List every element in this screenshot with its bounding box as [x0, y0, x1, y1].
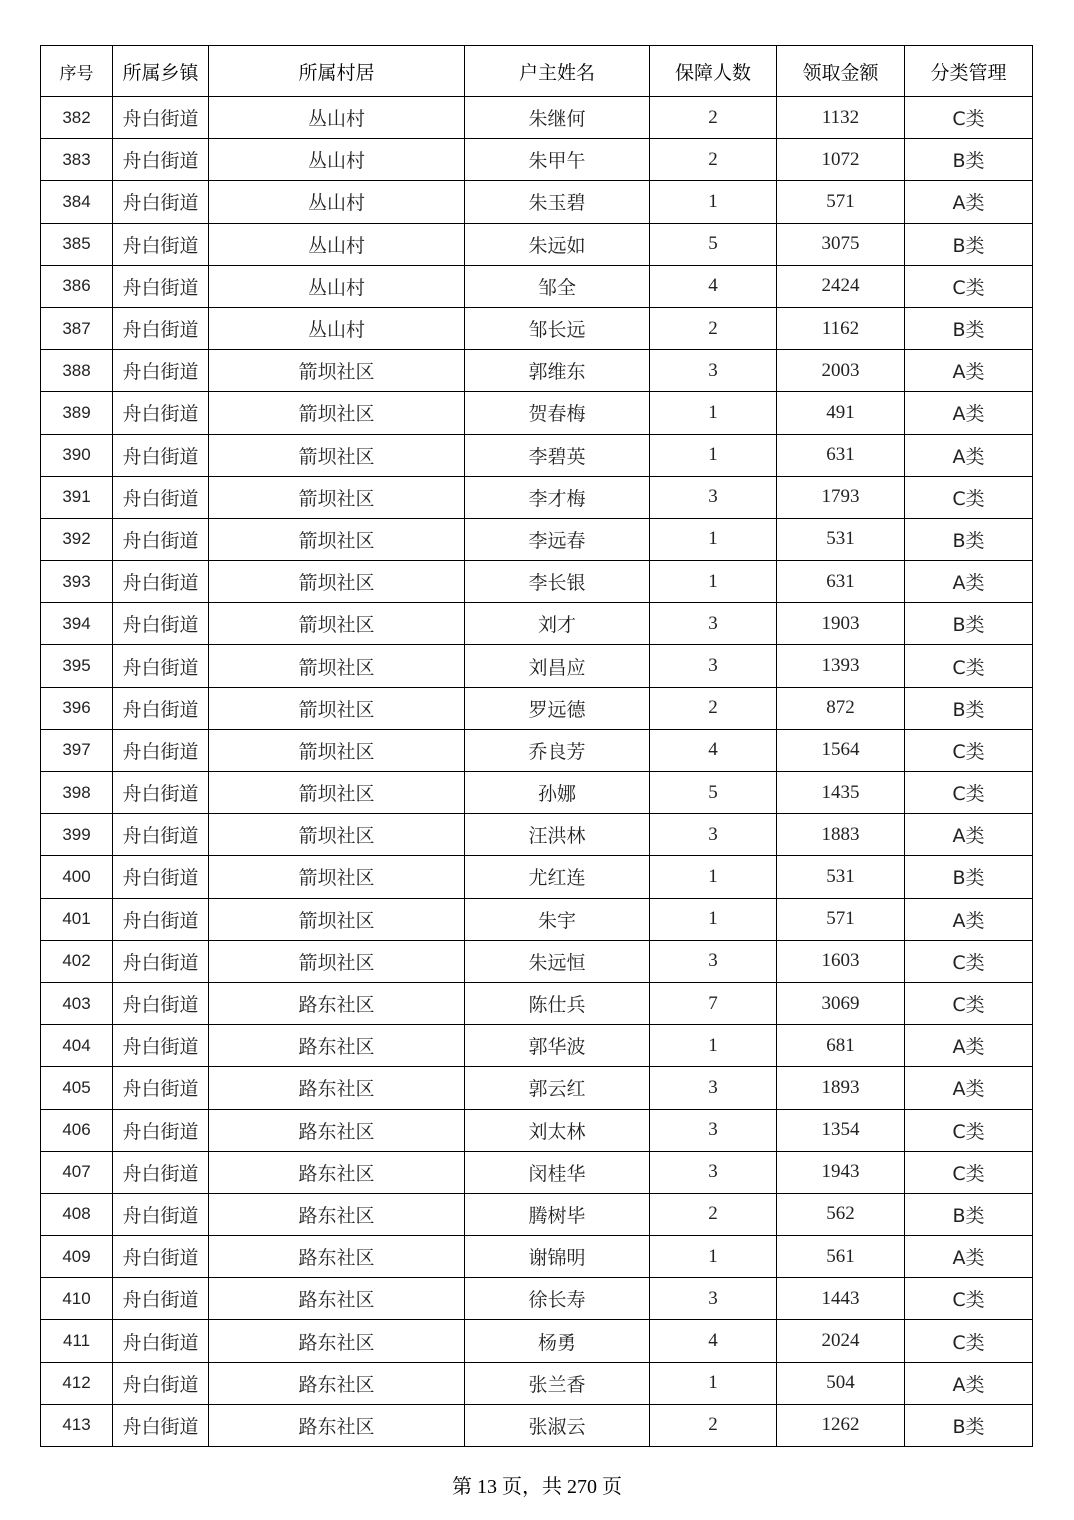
table-row	[41, 223, 1033, 265]
town-cell: 舟白街道	[113, 603, 209, 645]
covered-count-cell: 3	[650, 1151, 777, 1193]
householder-cell: 陈仕兵	[465, 982, 650, 1024]
covered-count-cell: 2	[650, 1193, 777, 1235]
amount-cell: 562	[777, 1193, 905, 1235]
seq-cell: 386	[41, 265, 113, 307]
covered-count-cell: 1	[650, 561, 777, 603]
table-row	[41, 1320, 1033, 1362]
table-row	[41, 476, 1033, 518]
table-row	[41, 603, 1033, 645]
village-cell: 箭坝社区	[209, 603, 465, 645]
amount-cell: 872	[777, 687, 905, 729]
amount-cell: 1603	[777, 940, 905, 982]
covered-count-cell: 3	[650, 350, 777, 392]
covered-count-cell: 7	[650, 982, 777, 1024]
seq-cell: 393	[41, 561, 113, 603]
covered-count-cell: 4	[650, 729, 777, 771]
householder-cell: 刘昌应	[465, 645, 650, 687]
village-cell: 路东社区	[209, 1404, 465, 1446]
roster-table	[40, 45, 1033, 1447]
category-cell: B类	[905, 223, 1033, 265]
householder-cell: 罗远德	[465, 687, 650, 729]
seq-cell: 382	[41, 97, 113, 139]
category-cell: A类	[905, 1236, 1033, 1278]
seq-cell: 387	[41, 307, 113, 349]
amount-cell: 2024	[777, 1320, 905, 1362]
town-cell: 舟白街道	[113, 1193, 209, 1235]
village-cell: 路东社区	[209, 1025, 465, 1067]
category-cell: A类	[905, 898, 1033, 940]
town-cell: 舟白街道	[113, 772, 209, 814]
town-cell: 舟白街道	[113, 518, 209, 560]
seq-cell: 402	[41, 940, 113, 982]
covered-count-cell: 2	[650, 139, 777, 181]
householder-cell: 贺春梅	[465, 392, 650, 434]
town-cell: 舟白街道	[113, 1362, 209, 1404]
village-cell: 箭坝社区	[209, 645, 465, 687]
category-cell: A类	[905, 181, 1033, 223]
table-row	[41, 772, 1033, 814]
householder-cell: 刘才	[465, 603, 650, 645]
table-row	[41, 1193, 1033, 1235]
covered-count-cell: 3	[650, 645, 777, 687]
table-row	[41, 518, 1033, 560]
table-row	[41, 1278, 1033, 1320]
table-header-row	[41, 46, 1033, 97]
header-town: 所属乡镇	[113, 46, 209, 97]
village-cell: 丛山村	[209, 97, 465, 139]
village-cell: 路东社区	[209, 1278, 465, 1320]
table-row	[41, 729, 1033, 771]
covered-count-cell: 4	[650, 265, 777, 307]
seq-cell: 395	[41, 645, 113, 687]
category-cell: C类	[905, 1320, 1033, 1362]
amount-cell: 571	[777, 898, 905, 940]
category-cell: B类	[905, 307, 1033, 349]
town-cell: 舟白街道	[113, 434, 209, 476]
seq-cell: 396	[41, 687, 113, 729]
town-cell: 舟白街道	[113, 645, 209, 687]
householder-cell: 郭华波	[465, 1025, 650, 1067]
seq-cell: 405	[41, 1067, 113, 1109]
amount-cell: 504	[777, 1362, 905, 1404]
table-row	[41, 265, 1033, 307]
householder-cell: 张淑云	[465, 1404, 650, 1446]
seq-cell: 400	[41, 856, 113, 898]
category-cell: A类	[905, 1067, 1033, 1109]
town-cell: 舟白街道	[113, 1151, 209, 1193]
seq-cell: 388	[41, 350, 113, 392]
village-cell: 箭坝社区	[209, 898, 465, 940]
seq-cell: 406	[41, 1109, 113, 1151]
category-cell: B类	[905, 1404, 1033, 1446]
village-cell: 路东社区	[209, 1236, 465, 1278]
householder-cell: 腾树毕	[465, 1193, 650, 1235]
amount-cell: 631	[777, 434, 905, 476]
header-householder: 户主姓名	[465, 46, 650, 97]
householder-cell: 刘太林	[465, 1109, 650, 1151]
table-row	[41, 139, 1033, 181]
village-cell: 箭坝社区	[209, 772, 465, 814]
town-cell: 舟白街道	[113, 687, 209, 729]
covered-count-cell: 2	[650, 1404, 777, 1446]
householder-cell: 李远春	[465, 518, 650, 560]
householder-cell: 谢锦明	[465, 1236, 650, 1278]
covered-count-cell: 3	[650, 1067, 777, 1109]
village-cell: 箭坝社区	[209, 434, 465, 476]
category-cell: B类	[905, 603, 1033, 645]
town-cell: 舟白街道	[113, 307, 209, 349]
category-cell: A类	[905, 1362, 1033, 1404]
town-cell: 舟白街道	[113, 476, 209, 518]
town-cell: 舟白街道	[113, 1278, 209, 1320]
town-cell: 舟白街道	[113, 898, 209, 940]
householder-cell: 尤红连	[465, 856, 650, 898]
amount-cell: 491	[777, 392, 905, 434]
header-category: 分类管理	[905, 46, 1033, 97]
householder-cell: 邹长远	[465, 307, 650, 349]
seq-cell: 407	[41, 1151, 113, 1193]
table-row	[41, 392, 1033, 434]
covered-count-cell: 1	[650, 181, 777, 223]
amount-cell: 1132	[777, 97, 905, 139]
seq-cell: 384	[41, 181, 113, 223]
amount-cell: 1883	[777, 814, 905, 856]
village-cell: 路东社区	[209, 1362, 465, 1404]
table-row	[41, 181, 1033, 223]
amount-cell: 2424	[777, 265, 905, 307]
village-cell: 路东社区	[209, 1067, 465, 1109]
householder-cell: 朱远如	[465, 223, 650, 265]
seq-cell: 392	[41, 518, 113, 560]
amount-cell: 531	[777, 518, 905, 560]
village-cell: 箭坝社区	[209, 940, 465, 982]
village-cell: 路东社区	[209, 1193, 465, 1235]
table-row	[41, 645, 1033, 687]
table-row	[41, 307, 1033, 349]
village-cell: 路东社区	[209, 1320, 465, 1362]
covered-count-cell: 1	[650, 1236, 777, 1278]
category-cell: B类	[905, 856, 1033, 898]
category-cell: C类	[905, 97, 1033, 139]
village-cell: 箭坝社区	[209, 561, 465, 603]
householder-cell: 李碧英	[465, 434, 650, 476]
header-village: 所属村居	[209, 46, 465, 97]
amount-cell: 1943	[777, 1151, 905, 1193]
amount-cell: 561	[777, 1236, 905, 1278]
category-cell: C类	[905, 982, 1033, 1024]
householder-cell: 朱远恒	[465, 940, 650, 982]
amount-cell: 1564	[777, 729, 905, 771]
amount-cell: 3069	[777, 982, 905, 1024]
covered-count-cell: 1	[650, 434, 777, 476]
householder-cell: 李才梅	[465, 476, 650, 518]
table-row	[41, 1025, 1033, 1067]
seq-cell: 403	[41, 982, 113, 1024]
seq-cell: 413	[41, 1404, 113, 1446]
householder-cell: 乔良芳	[465, 729, 650, 771]
seq-cell: 412	[41, 1362, 113, 1404]
village-cell: 箭坝社区	[209, 392, 465, 434]
seq-cell: 399	[41, 814, 113, 856]
town-cell: 舟白街道	[113, 350, 209, 392]
table-row	[41, 350, 1033, 392]
covered-count-cell: 3	[650, 814, 777, 856]
covered-count-cell: 3	[650, 1109, 777, 1151]
covered-count-cell: 3	[650, 940, 777, 982]
table-row	[41, 1236, 1033, 1278]
town-cell: 舟白街道	[113, 139, 209, 181]
village-cell: 箭坝社区	[209, 856, 465, 898]
table-row	[41, 561, 1033, 603]
village-cell: 箭坝社区	[209, 476, 465, 518]
table-row	[41, 1362, 1033, 1404]
table-body	[41, 97, 1033, 1447]
amount-cell: 1903	[777, 603, 905, 645]
covered-count-cell: 2	[650, 97, 777, 139]
seq-cell: 408	[41, 1193, 113, 1235]
amount-cell: 1393	[777, 645, 905, 687]
seq-cell: 411	[41, 1320, 113, 1362]
header-seq: 序号	[41, 46, 113, 97]
town-cell: 舟白街道	[113, 729, 209, 771]
covered-count-cell: 3	[650, 603, 777, 645]
category-cell: C类	[905, 476, 1033, 518]
village-cell: 路东社区	[209, 1151, 465, 1193]
village-cell: 丛山村	[209, 307, 465, 349]
householder-cell: 朱继何	[465, 97, 650, 139]
amount-cell: 531	[777, 856, 905, 898]
householder-cell: 郭维东	[465, 350, 650, 392]
town-cell: 舟白街道	[113, 1025, 209, 1067]
town-cell: 舟白街道	[113, 814, 209, 856]
category-cell: C类	[905, 645, 1033, 687]
header-amount: 领取金额	[777, 46, 905, 97]
covered-count-cell: 1	[650, 518, 777, 560]
town-cell: 舟白街道	[113, 1067, 209, 1109]
seq-cell: 385	[41, 223, 113, 265]
village-cell: 丛山村	[209, 223, 465, 265]
covered-count-cell: 2	[650, 687, 777, 729]
householder-cell: 朱甲午	[465, 139, 650, 181]
amount-cell: 1435	[777, 772, 905, 814]
householder-cell: 徐长寿	[465, 1278, 650, 1320]
village-cell: 丛山村	[209, 139, 465, 181]
table-row	[41, 1067, 1033, 1109]
village-cell: 箭坝社区	[209, 814, 465, 856]
seq-cell: 409	[41, 1236, 113, 1278]
householder-cell: 闵桂华	[465, 1151, 650, 1193]
amount-cell: 1893	[777, 1067, 905, 1109]
table-row	[41, 1151, 1033, 1193]
seq-cell: 391	[41, 476, 113, 518]
category-cell: B类	[905, 687, 1033, 729]
category-cell: B类	[905, 518, 1033, 560]
covered-count-cell: 5	[650, 223, 777, 265]
village-cell: 箭坝社区	[209, 687, 465, 729]
town-cell: 舟白街道	[113, 223, 209, 265]
amount-cell: 1443	[777, 1278, 905, 1320]
category-cell: A类	[905, 561, 1033, 603]
category-cell: C类	[905, 1278, 1033, 1320]
town-cell: 舟白街道	[113, 392, 209, 434]
householder-cell: 邹全	[465, 265, 650, 307]
householder-cell: 朱宇	[465, 898, 650, 940]
covered-count-cell: 1	[650, 856, 777, 898]
covered-count-cell: 3	[650, 1278, 777, 1320]
town-cell: 舟白街道	[113, 856, 209, 898]
householder-cell: 李长银	[465, 561, 650, 603]
table-row	[41, 97, 1033, 139]
village-cell: 箭坝社区	[209, 350, 465, 392]
amount-cell: 571	[777, 181, 905, 223]
village-cell: 路东社区	[209, 1109, 465, 1151]
town-cell: 舟白街道	[113, 1320, 209, 1362]
town-cell: 舟白街道	[113, 982, 209, 1024]
amount-cell: 1262	[777, 1404, 905, 1446]
covered-count-cell: 1	[650, 392, 777, 434]
village-cell: 箭坝社区	[209, 729, 465, 771]
category-cell: A类	[905, 392, 1033, 434]
table-row	[41, 687, 1033, 729]
householder-cell: 张兰香	[465, 1362, 650, 1404]
table-row	[41, 982, 1033, 1024]
householder-cell: 汪洪林	[465, 814, 650, 856]
amount-cell: 631	[777, 561, 905, 603]
covered-count-cell: 1	[650, 1362, 777, 1404]
town-cell: 舟白街道	[113, 265, 209, 307]
seq-cell: 404	[41, 1025, 113, 1067]
header-covered-count: 保障人数	[650, 46, 777, 97]
seq-cell: 410	[41, 1278, 113, 1320]
table-row	[41, 898, 1033, 940]
covered-count-cell: 2	[650, 307, 777, 349]
town-cell: 舟白街道	[113, 561, 209, 603]
covered-count-cell: 4	[650, 1320, 777, 1362]
category-cell: A类	[905, 814, 1033, 856]
table-row	[41, 814, 1033, 856]
town-cell: 舟白街道	[113, 1236, 209, 1278]
category-cell: C类	[905, 940, 1033, 982]
category-cell: A类	[905, 434, 1033, 476]
householder-cell: 孙娜	[465, 772, 650, 814]
town-cell: 舟白街道	[113, 1109, 209, 1151]
seq-cell: 398	[41, 772, 113, 814]
householder-cell: 郭云红	[465, 1067, 650, 1109]
table-row	[41, 434, 1033, 476]
table-row	[41, 1109, 1033, 1151]
village-cell: 丛山村	[209, 181, 465, 223]
seq-cell: 394	[41, 603, 113, 645]
seq-cell: 389	[41, 392, 113, 434]
town-cell: 舟白街道	[113, 97, 209, 139]
table-row	[41, 856, 1033, 898]
table-row	[41, 1404, 1033, 1446]
village-cell: 路东社区	[209, 982, 465, 1024]
category-cell: B类	[905, 1193, 1033, 1235]
covered-count-cell: 1	[650, 1025, 777, 1067]
covered-count-cell: 1	[650, 898, 777, 940]
category-cell: A类	[905, 350, 1033, 392]
village-cell: 丛山村	[209, 265, 465, 307]
amount-cell: 1793	[777, 476, 905, 518]
seq-cell: 397	[41, 729, 113, 771]
amount-cell: 2003	[777, 350, 905, 392]
householder-cell: 朱玉碧	[465, 181, 650, 223]
covered-count-cell: 3	[650, 476, 777, 518]
page-footer: 第 13 页，共 270 页	[452, 1476, 622, 1498]
category-cell: C类	[905, 772, 1033, 814]
town-cell: 舟白街道	[113, 181, 209, 223]
table-row	[41, 940, 1033, 982]
amount-cell: 1072	[777, 139, 905, 181]
category-cell: A类	[905, 1025, 1033, 1067]
seq-cell: 390	[41, 434, 113, 476]
town-cell: 舟白街道	[113, 1404, 209, 1446]
category-cell: C类	[905, 265, 1033, 307]
covered-count-cell: 5	[650, 772, 777, 814]
amount-cell: 681	[777, 1025, 905, 1067]
seq-cell: 383	[41, 139, 113, 181]
category-cell: C类	[905, 1151, 1033, 1193]
seq-cell: 401	[41, 898, 113, 940]
amount-cell: 3075	[777, 223, 905, 265]
householder-cell: 杨勇	[465, 1320, 650, 1362]
town-cell: 舟白街道	[113, 940, 209, 982]
amount-cell: 1354	[777, 1109, 905, 1151]
amount-cell: 1162	[777, 307, 905, 349]
category-cell: C类	[905, 1109, 1033, 1151]
village-cell: 箭坝社区	[209, 518, 465, 560]
category-cell: B类	[905, 139, 1033, 181]
category-cell: C类	[905, 729, 1033, 771]
